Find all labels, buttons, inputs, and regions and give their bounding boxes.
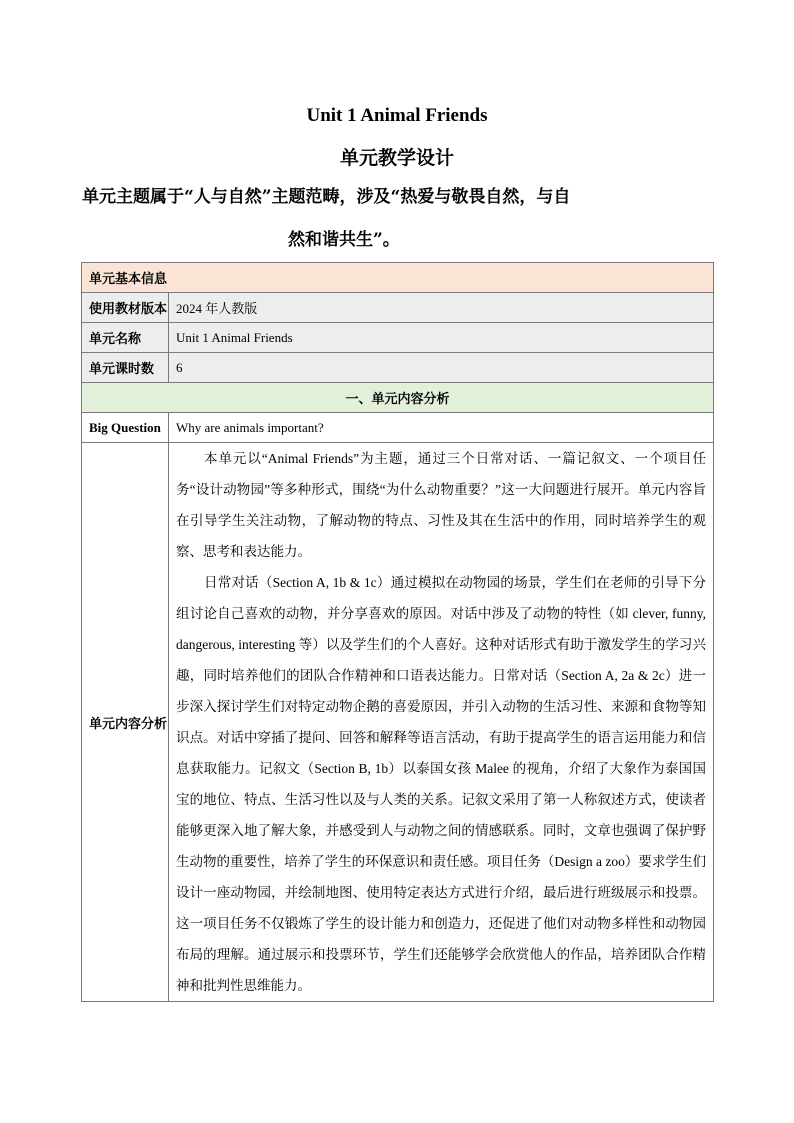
- basic-info-header: 单元基本信息: [82, 263, 714, 293]
- table-row: [82, 293, 714, 323]
- big-question-row: [82, 413, 714, 443]
- lesson-count-value: 6: [169, 353, 714, 383]
- big-question-value: Why are animals important?: [169, 413, 714, 443]
- table-row: [82, 353, 714, 383]
- document-title-chinese: 单元教学设计: [339, 147, 454, 169]
- big-question-label: Big Question: [82, 413, 169, 443]
- unit-theme-line-2: 然和谐共生”。: [288, 230, 400, 250]
- unit-info-table: [81, 262, 714, 1002]
- analysis-label: 单元内容分析: [82, 443, 169, 1002]
- analysis-paragraph-1: 本单元以“Animal Friends”为主题，通过三个日常对话、一篇记叙文、一个项目任务“设计动物园”等多种形式，围绕“为什么动物重要？”这一大问题进行展开。单元内容旨在引导学生关注动物，了解动物的特点、习性及其在生活中的作用，同时培养学生的观察、思考和表达能力。: [176, 451, 706, 559]
- section-title-row: [82, 383, 714, 413]
- lesson-count-label: 单元课时数: [82, 353, 169, 383]
- analysis-row: [82, 443, 714, 1002]
- basic-info-header-row: [82, 263, 714, 293]
- unit-name-value: Unit 1 Animal Friends: [169, 323, 714, 353]
- textbook-version-label: 使用教材版本: [82, 293, 169, 323]
- analysis-paragraph-2: 日常对话（Section A, 1b & 1c）通过模拟在动物园的场景，学生们在老师的引导下分组讨论自己喜欢的动物，并分享喜欢的原因。对话中涉及了动物的特性（如 clever, funny, dangerous, interesting 等）以及学生们的个人喜好。这种对话形式有助于激发学生的学习兴趣，同时培养他们的团队合作精神和口语表达能力。日常对话（Section A, 2a & 2c）进一步深入探讨学生们对特定动物企鹅的喜爱原因，并引入动物的生活习性、来源和食物等知识点。对话中穿插了提问、回答和解释等语言活动，有助于提高学生的语言运用能力和信息获取能力。记叙文（Section B, 1b）以泰国女孩 Malee 的视角，介绍了大象作为泰国国宝的地位、特点、生活习性以及与人类的关系。记叙文采用了第一人称叙述方式，使读者能够更深入地了解大象，并感受到人与动物之间的情感联系。同时，文章也强调了保护野生动物的重要性，培养了学生的环保意识和责任感。项目任务（Design a zoo）要求学生们设计一座动物园，并绘制地图、使用特定表达方式进行介绍，最后进行班级展示和投票。这一项目任务不仅锻炼了学生的设计能力和创造力，还促进了他们对动物多样性和动物园布局的理解。通过展示和投票环节，学生们还能够学会欣赏他人的作品，培养团队合作精神和批判性思维能力。: [176, 575, 706, 993]
- document-title-english: Unit 1 Animal Friends: [306, 105, 488, 126]
- textbook-version-value: 2024 年人教版: [169, 293, 714, 323]
- analysis-body: [169, 443, 714, 1002]
- unit-theme-line-1: 单元主题属于“人与自然”主题范畴，涉及“热爱与敬畏自然，与自: [82, 187, 571, 207]
- section-title: 一、单元内容分析: [82, 383, 714, 413]
- unit-name-label: 单元名称: [82, 323, 169, 353]
- table-row: [82, 323, 714, 353]
